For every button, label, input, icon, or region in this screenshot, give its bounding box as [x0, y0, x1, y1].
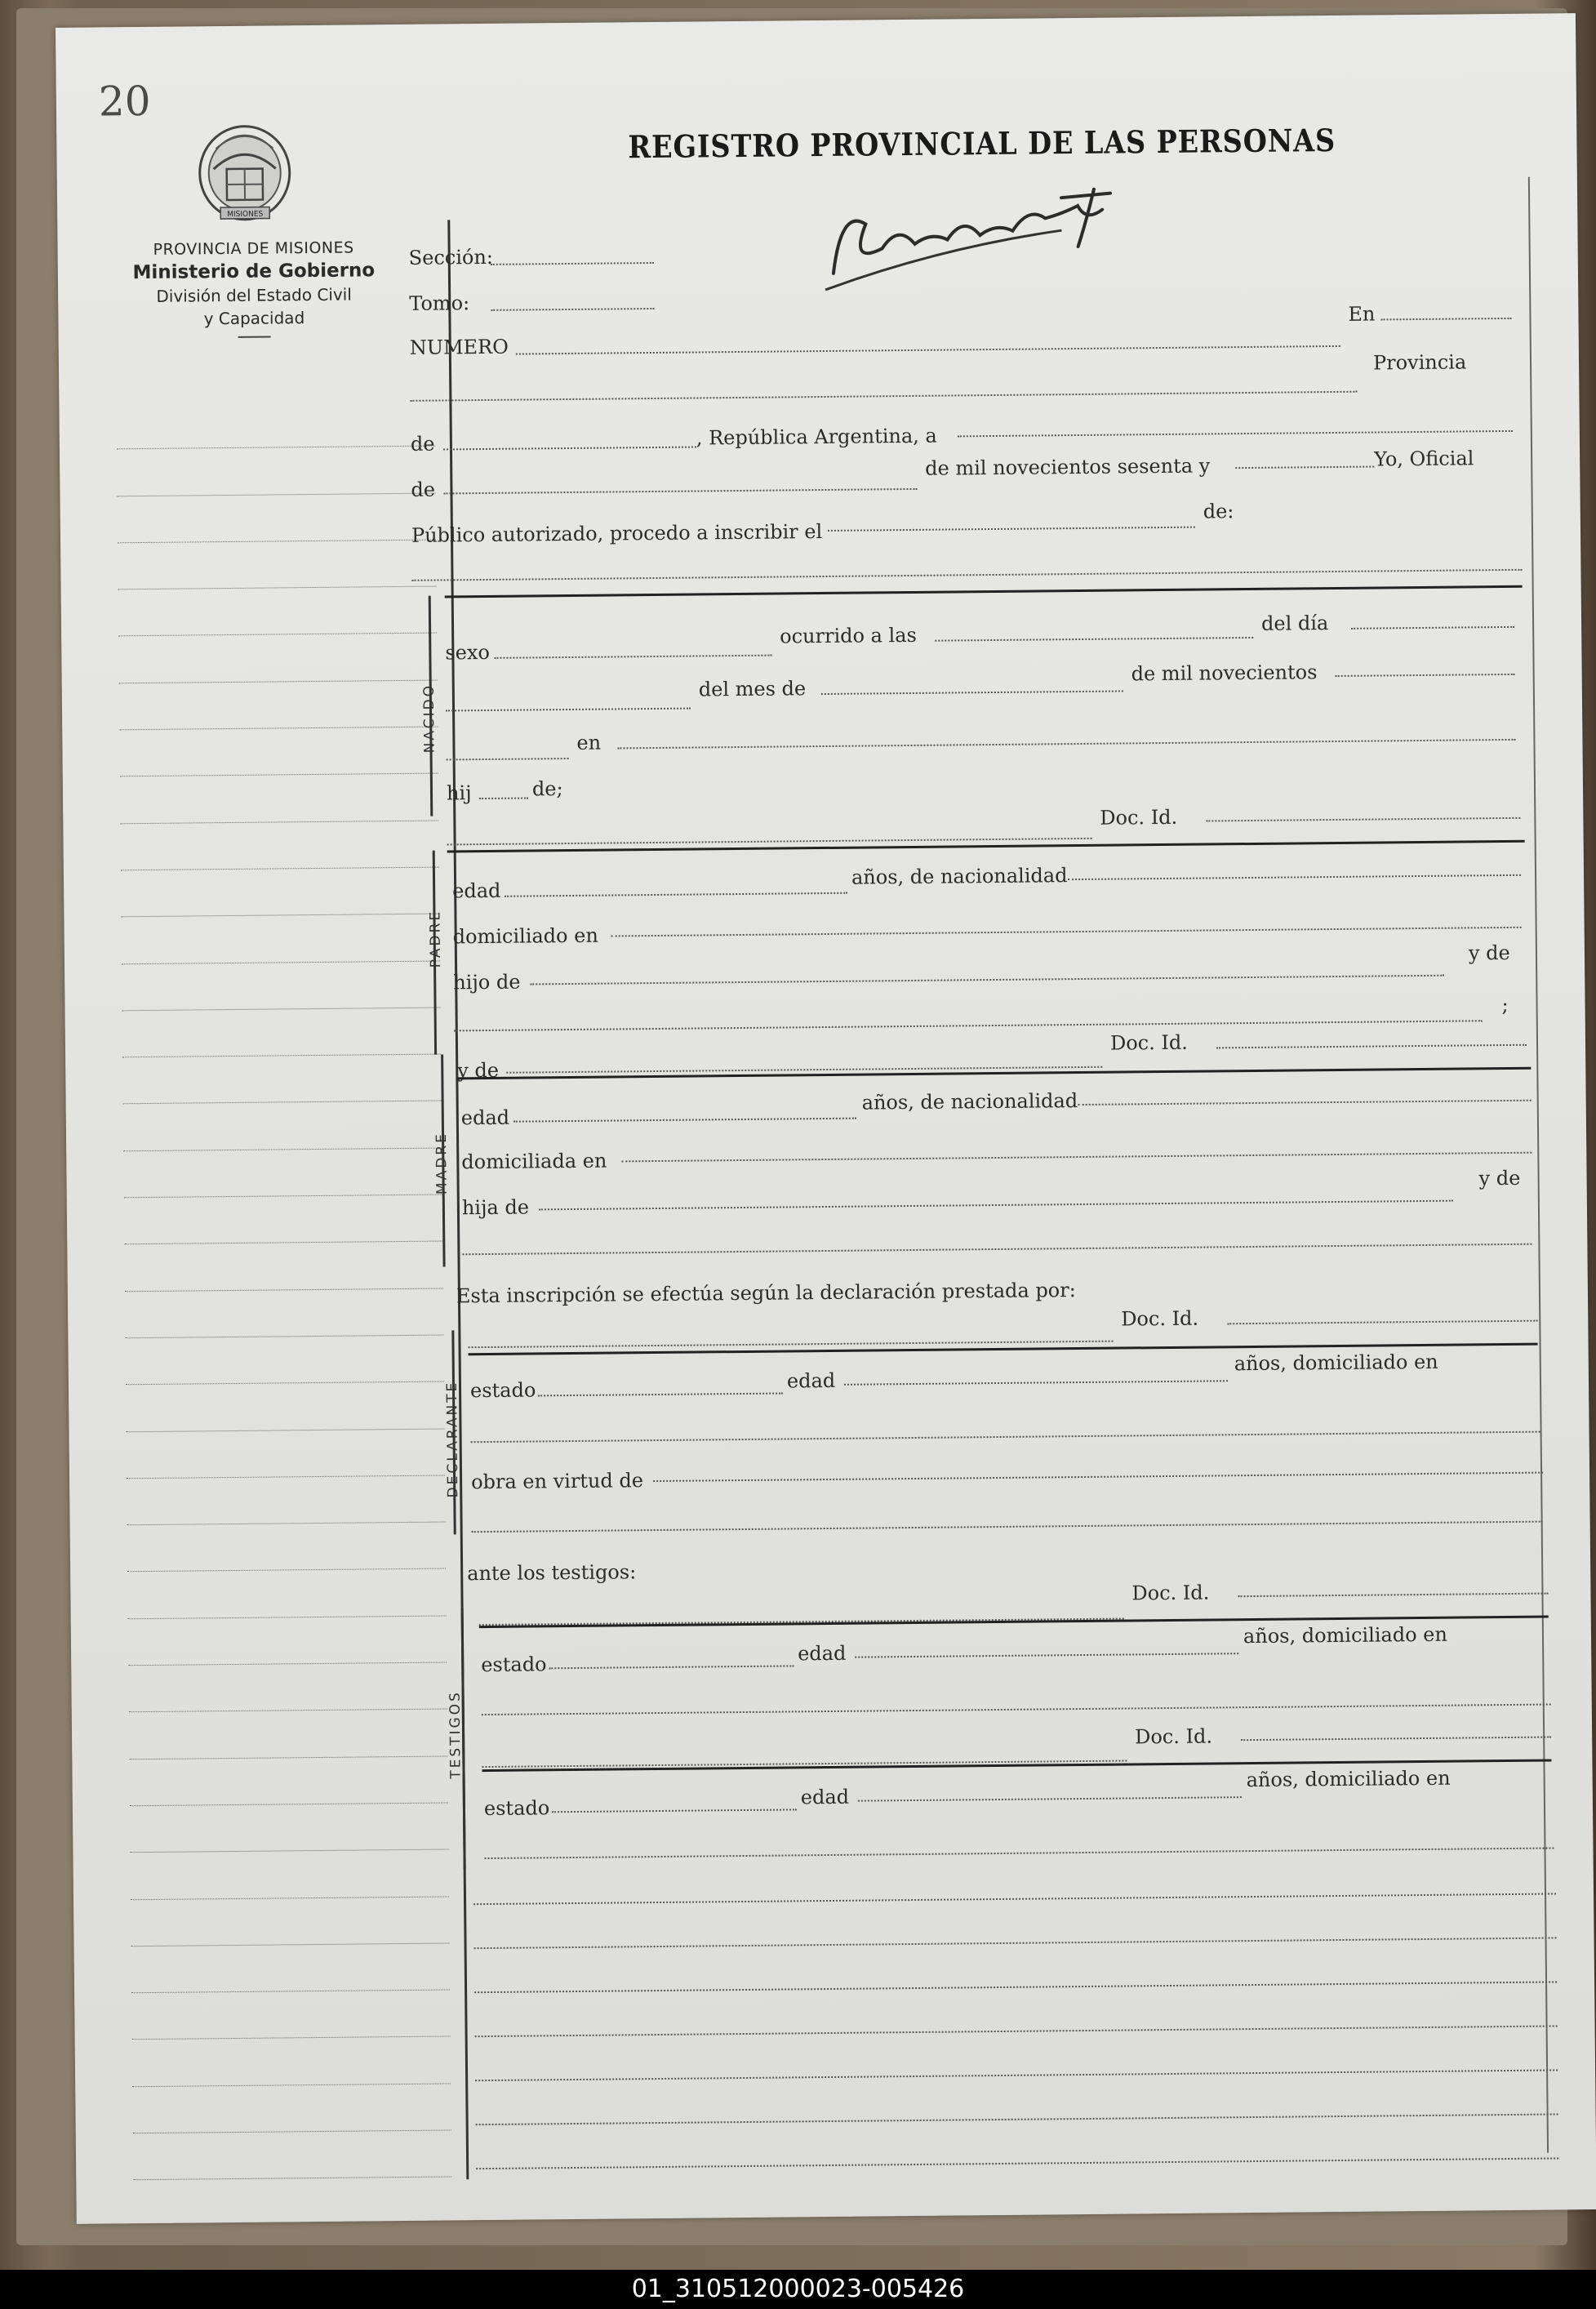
declarante-extra-field[interactable]: [472, 1521, 1543, 1533]
testigo2-estado-field[interactable]: [552, 1808, 797, 1813]
agency-province: PROVINCIA DE MISIONES: [153, 238, 354, 259]
testigo1-estado-field[interactable]: [549, 1665, 794, 1669]
de-semicolon-label: de;: [531, 777, 563, 801]
page-number: 20: [98, 77, 151, 126]
declarante-edad-label: edad: [786, 1368, 836, 1393]
testigos-intro-text: ante los testigos:: [467, 1560, 637, 1586]
provincial-seal-icon: [195, 123, 294, 226]
madre-doc-label: Doc. Id.: [1109, 1030, 1189, 1055]
notes-line[interactable]: [474, 1981, 1557, 1993]
madre-y-de-label-2: y de: [1478, 1166, 1521, 1190]
notes-line[interactable]: [475, 2025, 1558, 2037]
padre-hijo-de-label: hijo de: [453, 970, 521, 994]
notes-line[interactable]: [476, 2113, 1558, 2125]
tomo-field[interactable]: [491, 308, 654, 311]
testigo2-doc-field[interactable]: [1241, 1737, 1551, 1742]
sexo-field[interactable]: [494, 655, 771, 659]
dia-field[interactable]: [1351, 626, 1514, 630]
testigo1-estado-label: estado: [481, 1653, 547, 1677]
agency-ministry: Ministerio de Gobierno: [132, 260, 376, 284]
de-label-1: de: [410, 432, 435, 456]
en-nacido-label: en: [576, 731, 602, 754]
page-title: REGISTRO PROVINCIAL DE LAS PERSONAS: [628, 121, 1336, 166]
padre-edad-field[interactable]: [505, 892, 847, 897]
agency-block: [99, 238, 410, 340]
sexo-label: sexo: [445, 640, 491, 665]
republica-label: , República Argentina, a: [696, 424, 937, 450]
testigo2-domicilio-field[interactable]: [485, 1847, 1554, 1859]
madre-doc-field[interactable]: [1216, 1044, 1527, 1049]
padre-madre-field[interactable]: [454, 1020, 1483, 1031]
testigo1-anos-label: años, domiciliado en: [1243, 1622, 1448, 1648]
madre-anos-label: años, de nacionalidad: [861, 1089, 1078, 1114]
madre-top-rule: [457, 1067, 1531, 1080]
padre-label: PADRE: [427, 909, 445, 968]
notes-line[interactable]: [474, 1937, 1557, 1949]
margin-notes-lines: [116, 400, 451, 2181]
padre-domicilio-field[interactable]: [611, 927, 1522, 937]
madre-edad-field[interactable]: [513, 1118, 856, 1123]
person-name-field[interactable]: [412, 569, 1523, 581]
declarante-anos-label: años, domiciliado en: [1234, 1350, 1438, 1376]
yo-oficial-label: Yo, Oficial: [1374, 447, 1474, 471]
en-label: En: [1348, 302, 1376, 326]
testigo1-doc-field[interactable]: [1238, 1593, 1548, 1598]
notes-line[interactable]: [475, 2069, 1558, 2081]
madre-hija-de-label: hija de: [461, 1195, 530, 1220]
nacido-top-rule: [445, 585, 1523, 598]
province-name-field[interactable]: [443, 446, 696, 450]
declarante-obra-field[interactable]: [653, 1472, 1543, 1482]
seccion-label: Sección:: [408, 245, 494, 269]
madre-hija-de-field[interactable]: [539, 1200, 1453, 1211]
numero-field[interactable]: [516, 345, 1340, 355]
testigo2-anos-label: años, domiciliado en: [1246, 1766, 1451, 1792]
padre-y-de-label: y de: [1468, 941, 1510, 965]
mes-field[interactable]: [821, 690, 1123, 695]
tomo-label: Tomo:: [409, 291, 470, 315]
testigo2-edad-field[interactable]: [858, 1796, 1242, 1802]
hij-label: hij: [446, 781, 472, 805]
location-field[interactable]: [410, 391, 1357, 402]
handwritten-signature: [816, 172, 1144, 298]
numero-label: NUMERO: [409, 335, 509, 359]
agency-capacity: y Capacidad: [203, 308, 305, 329]
testigo1-domicilio-field[interactable]: [482, 1704, 1551, 1716]
madre-madre-field[interactable]: [462, 1243, 1532, 1256]
declarante-obra-label: obra en virtud de: [470, 1469, 644, 1494]
testigo2-estado-label: estado: [483, 1796, 550, 1821]
madre-domicilio-label: domiciliada en: [461, 1149, 607, 1174]
hij-suffix-field[interactable]: [479, 797, 528, 799]
lugar-nacido-field[interactable]: [617, 739, 1515, 750]
declarante-edad-field[interactable]: [844, 1380, 1228, 1386]
agency-divider: [238, 336, 271, 337]
del-dia-label: del día: [1260, 612, 1329, 635]
padre-domicilio-label: domiciliado en: [452, 923, 598, 949]
padre-anos-label: años, de nacionalidad: [851, 864, 1068, 889]
madre-nacionalidad-field[interactable]: [1078, 1100, 1532, 1106]
inscription-type-field[interactable]: [828, 527, 1195, 532]
testigos-label: TESTIGOS: [447, 1689, 465, 1779]
del-mes-label: del mes de: [698, 677, 807, 701]
padre-edad-label: edad: [452, 879, 501, 903]
declarante-doc-field[interactable]: [1227, 1320, 1537, 1325]
declaracion-text: Esta inscripción se efectúa según la declaración prestada por:: [456, 1279, 1076, 1308]
agency-division: División del Estado Civil: [156, 284, 352, 306]
en-field[interactable]: [1380, 318, 1511, 321]
right-margin-rule: [1528, 177, 1549, 2153]
mil-novecientos-label: de mil novecientos: [1131, 661, 1318, 686]
mil-sesenta-label: de mil novecientos sesenta y: [925, 454, 1211, 480]
testigo1-edad-label: edad: [798, 1641, 847, 1666]
declarante-label: DECLARANTE: [443, 1380, 462, 1498]
declarante-domicilio-field[interactable]: [471, 1431, 1540, 1444]
register-page: [56, 13, 1596, 2224]
ocurrido-label: ocurrido a las: [780, 623, 917, 648]
padre-doc-field[interactable]: [1206, 817, 1520, 822]
de-label-2: de: [411, 478, 436, 501]
testigo1-doc-label: Doc. Id.: [1131, 1581, 1210, 1605]
dia-text-field[interactable]: [446, 708, 691, 712]
padre-nacionalidad-field[interactable]: [1068, 874, 1521, 880]
provincia-label: Provincia: [1372, 350, 1467, 375]
anio-nacido-field[interactable]: [1336, 674, 1515, 677]
madre-label: MADRE: [433, 1131, 451, 1195]
madre-edad-label: edad: [460, 1106, 510, 1130]
testigo2-edad-label: edad: [800, 1785, 850, 1809]
notes-line[interactable]: [476, 2157, 1558, 2169]
date-day-field[interactable]: [958, 430, 1513, 438]
testigo1-edad-field[interactable]: [855, 1653, 1238, 1658]
lugar-pre-field[interactable]: [447, 758, 569, 760]
declarante-doc-label: Doc. Id.: [1121, 1306, 1199, 1331]
date-month-field[interactable]: [443, 488, 917, 495]
seal-text: MISIONES: [227, 210, 264, 219]
declarante-estado-field[interactable]: [538, 1393, 783, 1397]
declarante-estado-label: estado: [469, 1378, 536, 1403]
notes-line[interactable]: [473, 1893, 1556, 1905]
scan-footer-id: 01_310512000023-005426: [0, 2270, 1596, 2309]
publico-label: Público autorizado, procedo a inscribir el: [411, 520, 823, 547]
nacido-label: NACIDO: [420, 683, 438, 754]
padre-doc-label: Doc. Id.: [1100, 805, 1178, 830]
padre-semicolon: ;: [1501, 993, 1509, 1017]
testigo2-doc-label: Doc. Id.: [1135, 1724, 1213, 1749]
padre-hijo-de-field[interactable]: [530, 975, 1444, 985]
seccion-field[interactable]: [491, 262, 654, 265]
de-colon-label: de:: [1203, 500, 1234, 523]
madre-domicilio-field[interactable]: [621, 1152, 1532, 1163]
year-field[interactable]: [1235, 466, 1374, 469]
hora-field[interactable]: [935, 637, 1253, 642]
madre-y-de-label: y de: [457, 1058, 500, 1083]
